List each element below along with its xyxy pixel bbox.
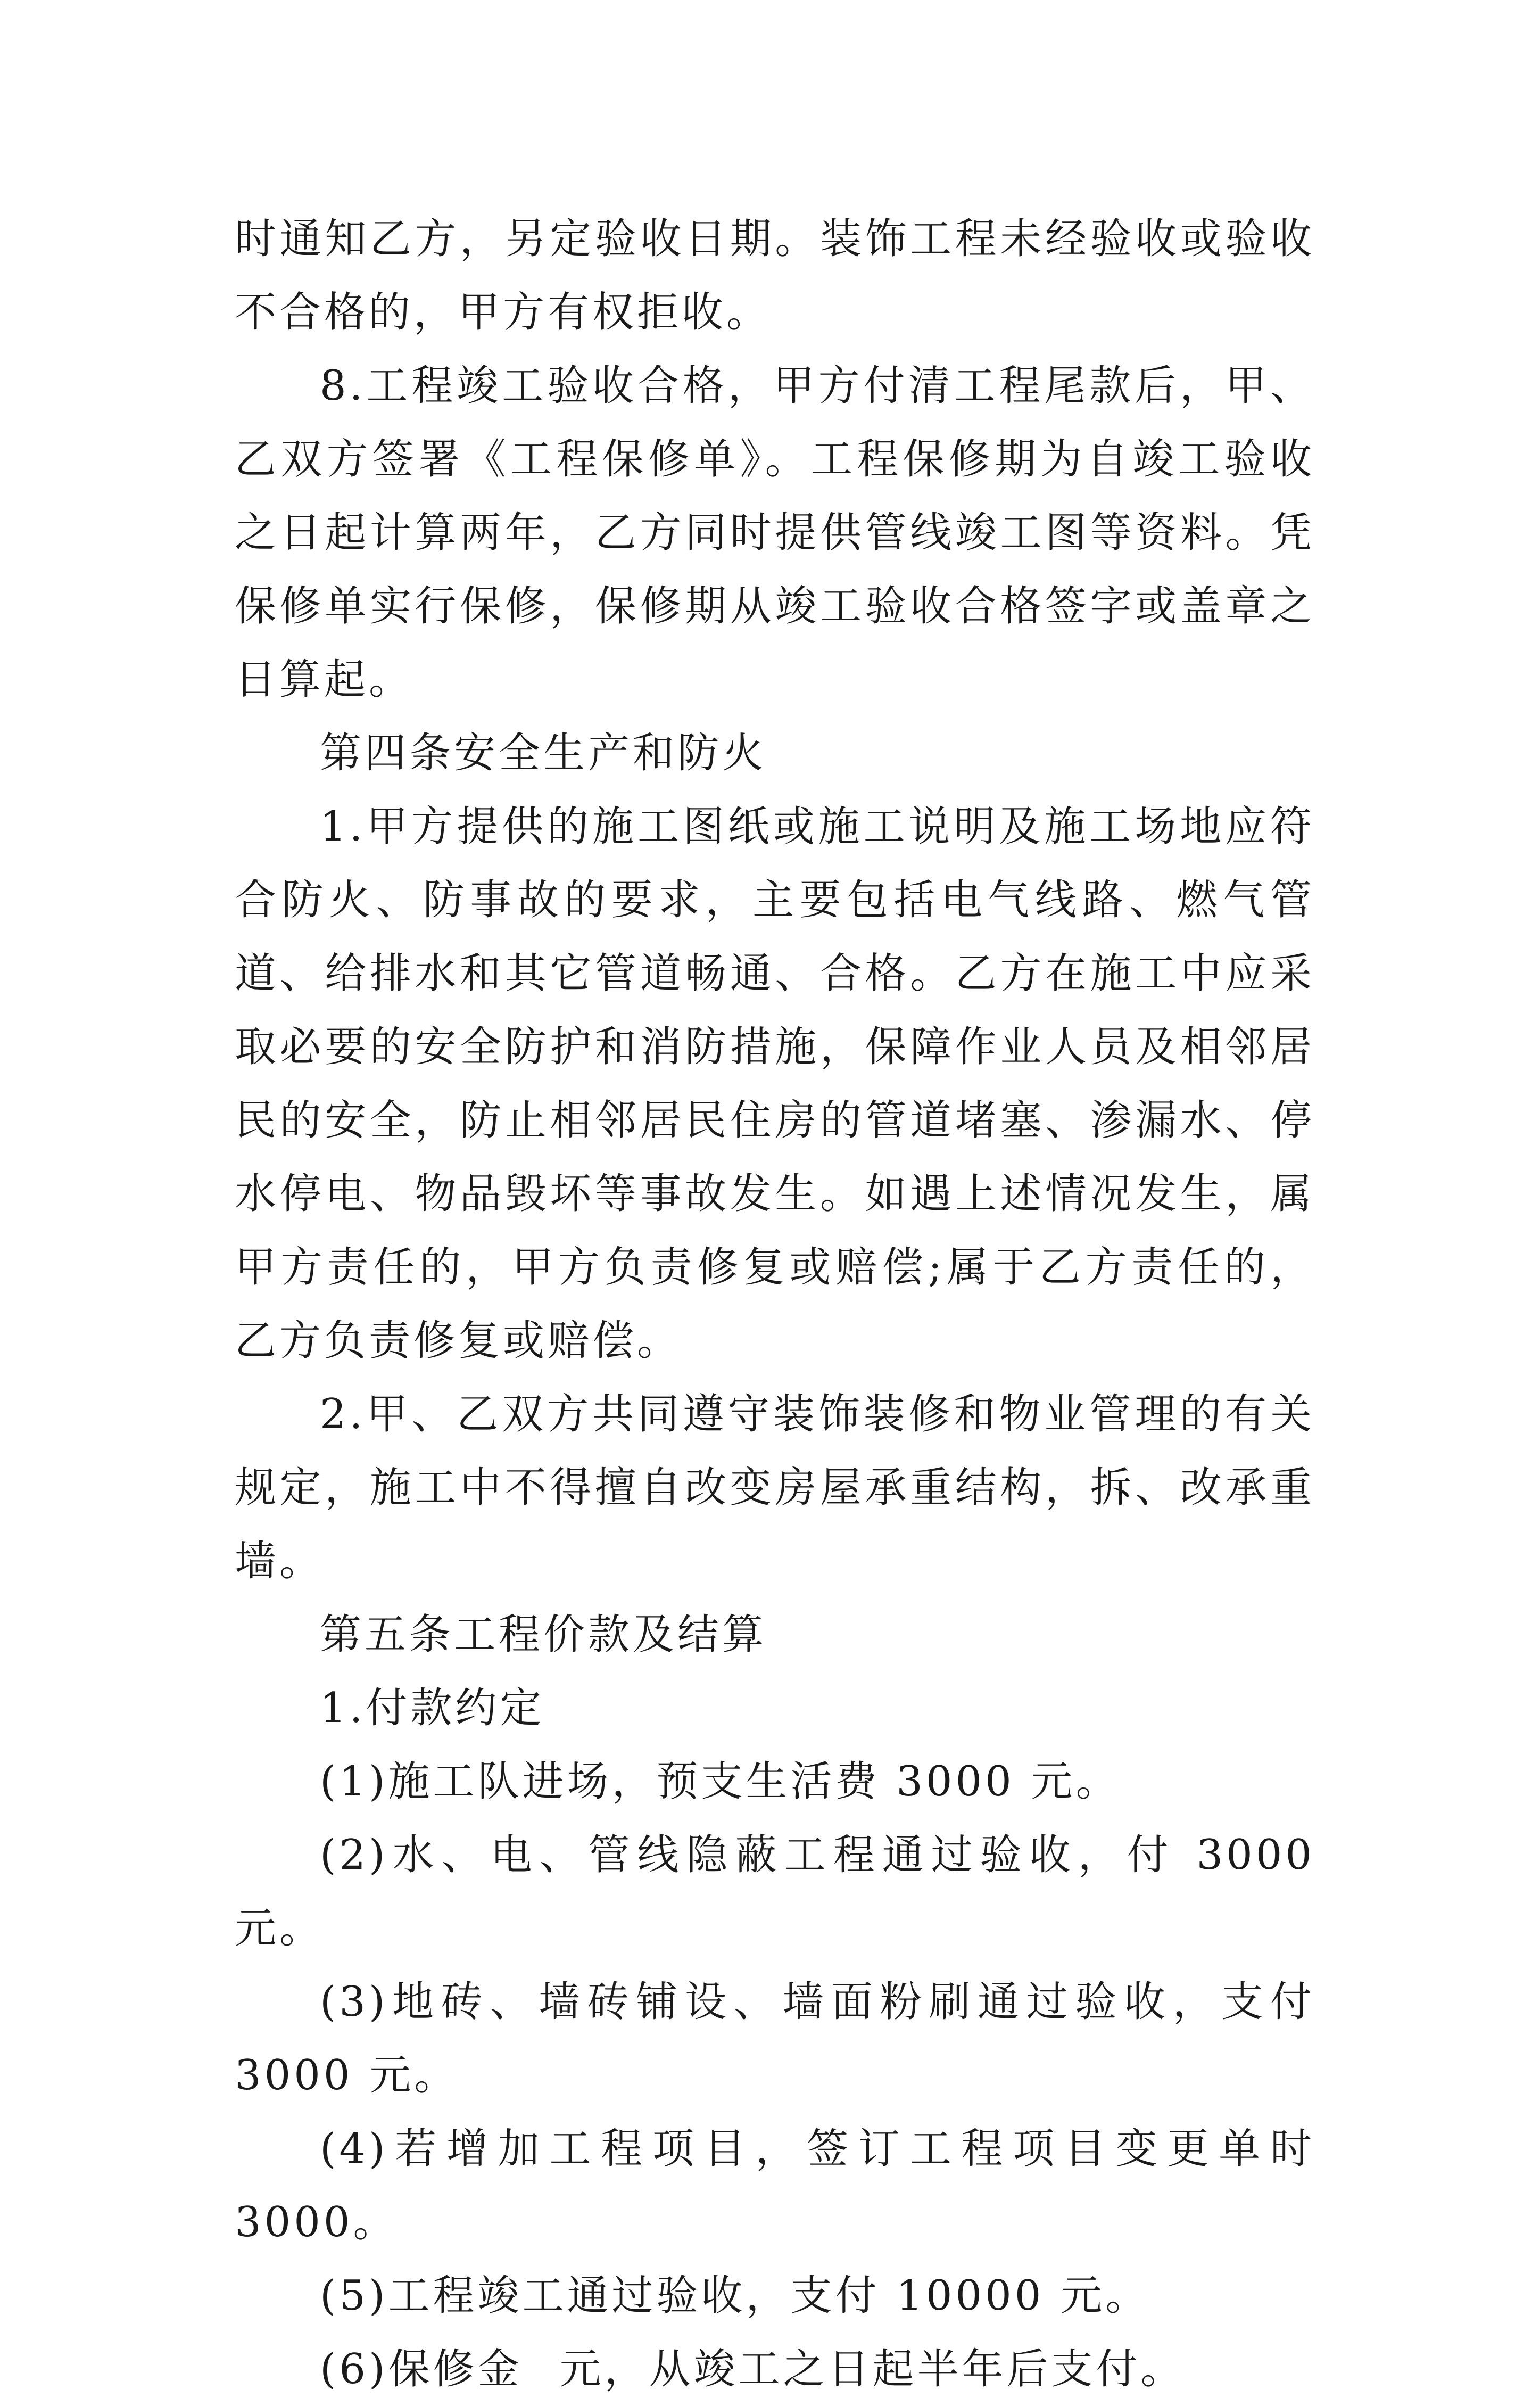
payment-terms-heading: 1.付款约定 [320,1684,545,1732]
payment-item-4: (4)若增加工程项目，签订工程项目变更单时 3000。 [235,2125,1315,2246]
payment-item-1: (1)施工队进场，预支生活费 3000 元。 [320,1758,1121,1806]
paragraph-acceptance-notice: 时通知乙方，另定验收日期。装饰工程未经验收或验收不合格的，甲方有权拒收。 [235,215,1315,336]
paragraph-warranty: 8.工程竣工验收合格，甲方付清工程尾款后，甲、乙双方签署《工程保修单》。工程保修期为自竣工验收之日起计算两年，乙方同时提供管线竣工图等资料。凭保修单实行保修，保修期从竣工验收合格签字或盖章之日算起。 [235,362,1315,704]
payment-item-3: (3)地砖、墙砖铺设、墙面粉刷通过验收，支付 3000 元。 [235,1978,1315,2099]
section-heading-safety: 第四条安全生产和防火 [320,729,767,777]
section-heading-payment: 第五条工程价款及结算 [320,1611,767,1659]
payment-item-6-label: (6)保修金 [320,2345,523,2393]
payment-item-5: (5)工程竣工通过验收，支付 10000 元。 [320,2272,1150,2320]
document-body [235,202,1315,2406]
payment-item-6-terms: 元，从竣工之日起半年后支付。 [559,2345,1186,2393]
paragraph-fire-safety: 1.甲方提供的施工图纸或施工说明及施工场地应符合防火、防事故的要求，主要包括电气线路、燃气管道、给排水和其它管道畅通、合格。乙方在施工中应采取必要的安全防护和消防措施，保障作业人员及相邻居民的安全，防止相邻居民住房的管道堵塞、渗漏水、停水停电、物品毁坏等事故发生。如遇上述情况发生，属甲方责任的，甲方负责修复或赔偿;属于乙方责任的，乙方负责修复或赔偿。 [235,803,1315,1365]
payment-item-6 [235,2333,1315,2406]
payment-item-2: (2)水、电、管线隐蔽工程通过验收，付 3000 元。 [235,1831,1315,1952]
paragraph-regulations: 2.甲、乙双方共同遵守装饰装修和物业管理的有关规定，施工中不得擅自改变房屋承重结构，拆、改承重墙。 [235,1390,1315,1585]
